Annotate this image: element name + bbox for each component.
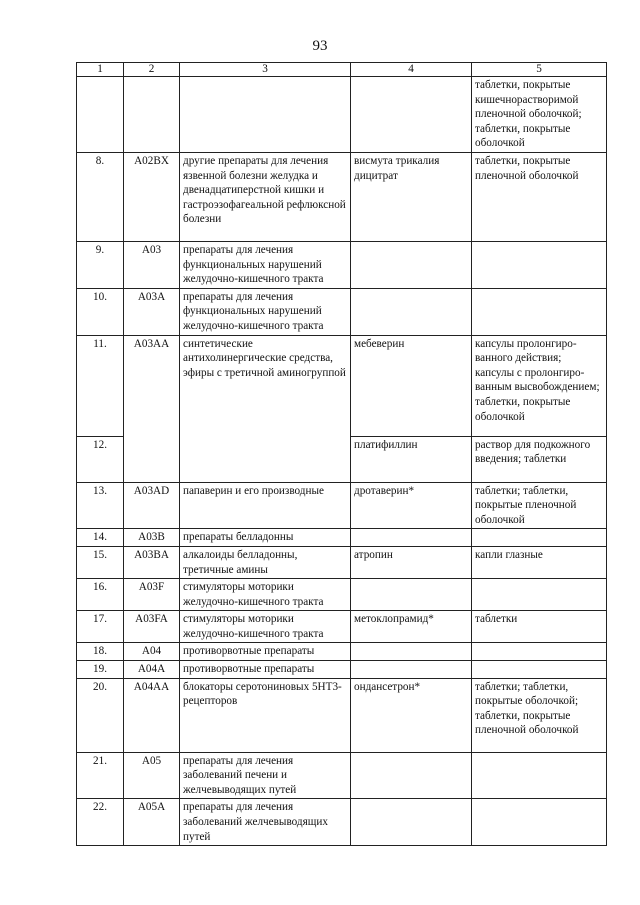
atc-code: A03FA	[124, 611, 180, 643]
pharmacological-group: другие препараты для лечения язвенной болезни желудка и двенадцатиперстной кишки и гастроэзофагеальной рефлюксной болезни	[180, 152, 351, 241]
atc-code: A03BA	[124, 546, 180, 578]
dosage-form: таблетки	[472, 611, 607, 643]
drug-name	[351, 643, 472, 661]
atc-code: A04A	[124, 661, 180, 679]
drug-name: платифиллин	[351, 436, 472, 482]
pharmacological-group: стимуляторы моторики желудочно-кишечного тракта	[180, 579, 351, 611]
row-number: 15.	[77, 546, 124, 578]
drug-name: атропин	[351, 546, 472, 578]
atc-code: A03	[124, 241, 180, 288]
pharmacological-group: блокаторы серотониновых 5HT3-рецепторов	[180, 678, 351, 752]
drug-name	[351, 579, 472, 611]
atc-code: A05A	[124, 799, 180, 846]
drug-name: мебеверин	[351, 335, 472, 436]
pharmacological-group: папаверин и его производные	[180, 482, 351, 529]
drug-name	[351, 77, 472, 153]
pharmacological-group	[180, 77, 351, 153]
row-number: 9.	[77, 241, 124, 288]
dosage-form: таблетки; таблетки, покрытые пленочной оболочкой	[472, 482, 607, 529]
drug-name	[351, 241, 472, 288]
row-number: 20.	[77, 678, 124, 752]
pharmacological-group: препараты для лечения функциональных нарушений желудочно-кишечного тракта	[180, 241, 351, 288]
table-row	[77, 546, 607, 578]
atc-code: A03A	[124, 288, 180, 335]
row-number	[77, 77, 124, 153]
drug-name: ондансетрон*	[351, 678, 472, 752]
table-row	[77, 529, 607, 547]
dosage-form	[472, 529, 607, 547]
table-row	[77, 241, 607, 288]
row-number: 10.	[77, 288, 124, 335]
drug-name	[351, 752, 472, 799]
pharmacological-group: противорвотные препараты	[180, 661, 351, 679]
table-row	[77, 752, 607, 799]
dosage-form	[472, 579, 607, 611]
drug-name: метоклопрамид*	[351, 611, 472, 643]
table-row	[77, 152, 607, 241]
drug-name	[351, 799, 472, 846]
drug-name: висмута трикалия дицитрат	[351, 152, 472, 241]
dosage-form	[472, 752, 607, 799]
column-header: 4	[351, 63, 472, 77]
drug-name	[351, 288, 472, 335]
atc-code: A03B	[124, 529, 180, 547]
drug-table	[76, 62, 607, 846]
pharmacological-group: препараты для лечения функциональных нарушений желудочно-кишечного тракта	[180, 288, 351, 335]
row-number: 11.	[77, 335, 124, 436]
column-header: 2	[124, 63, 180, 77]
table-row	[77, 288, 607, 335]
table-row	[77, 335, 607, 436]
row-number: 16.	[77, 579, 124, 611]
column-header: 5	[472, 63, 607, 77]
table-row	[77, 661, 607, 679]
table-row	[77, 643, 607, 661]
atc-code	[124, 77, 180, 153]
page-number: 93	[312, 38, 328, 54]
dosage-form: таблетки; таблетки, покрытые оболочкой; таблетки, покрытые пленочной оболочкой	[472, 678, 607, 752]
pharmacological-group: препараты белладонны	[180, 529, 351, 547]
drug-name	[351, 661, 472, 679]
pharmacological-group: противорвотные препараты	[180, 643, 351, 661]
drug-name: дротаверин*	[351, 482, 472, 529]
atc-code: A03AD	[124, 482, 180, 529]
atc-code: A02BX	[124, 152, 180, 241]
table-header-row	[77, 63, 607, 77]
dosage-form	[472, 241, 607, 288]
dosage-form	[472, 288, 607, 335]
pharmacological-group: синтетические антихолинергические средства, эфиры с третичной аминогруппой	[180, 335, 351, 482]
dosage-form: раствор для подкожного введения; таблетки	[472, 436, 607, 482]
atc-code: A05	[124, 752, 180, 799]
pharmacological-group: стимуляторы моторики желудочно-кишечного тракта	[180, 611, 351, 643]
row-number: 17.	[77, 611, 124, 643]
row-number: 22.	[77, 799, 124, 846]
table-row	[77, 77, 607, 153]
dosage-form	[472, 661, 607, 679]
atc-code: A03F	[124, 579, 180, 611]
atc-code: A04AA	[124, 678, 180, 752]
row-number: 8.	[77, 152, 124, 241]
row-number: 18.	[77, 643, 124, 661]
table-row	[77, 611, 607, 643]
dosage-form: капсулы пролонгиро-ванного действия; капсулы с пролонгиро-ванным высвобождением; таблетки, покрытые оболочкой	[472, 335, 607, 436]
table-row	[77, 799, 607, 846]
row-number: 19.	[77, 661, 124, 679]
column-header: 3	[180, 63, 351, 77]
row-number: 13.	[77, 482, 124, 529]
table-row	[77, 579, 607, 611]
pharmacological-group: препараты для лечения заболеваний печени и желчевыводящих путей	[180, 752, 351, 799]
dosage-form: таблетки, покрытые кишечнорастворимой пленочной оболочкой; таблетки, покрытые оболочкой	[472, 77, 607, 153]
row-number: 14.	[77, 529, 124, 547]
drug-name	[351, 529, 472, 547]
dosage-form: таблетки, покрытые пленочной оболочкой	[472, 152, 607, 241]
row-number: 12.	[77, 436, 124, 482]
row-number: 21.	[77, 752, 124, 799]
column-header: 1	[77, 63, 124, 77]
pharmacological-group: алкалоиды белладонны, третичные амины	[180, 546, 351, 578]
table-row	[77, 482, 607, 529]
dosage-form	[472, 799, 607, 846]
dosage-form: капли глазные	[472, 546, 607, 578]
atc-code: A03AA	[124, 335, 180, 482]
pharmacological-group: препараты для лечения заболеваний желчевыводящих путей	[180, 799, 351, 846]
atc-code: A04	[124, 643, 180, 661]
dosage-form	[472, 643, 607, 661]
table-row	[77, 678, 607, 752]
